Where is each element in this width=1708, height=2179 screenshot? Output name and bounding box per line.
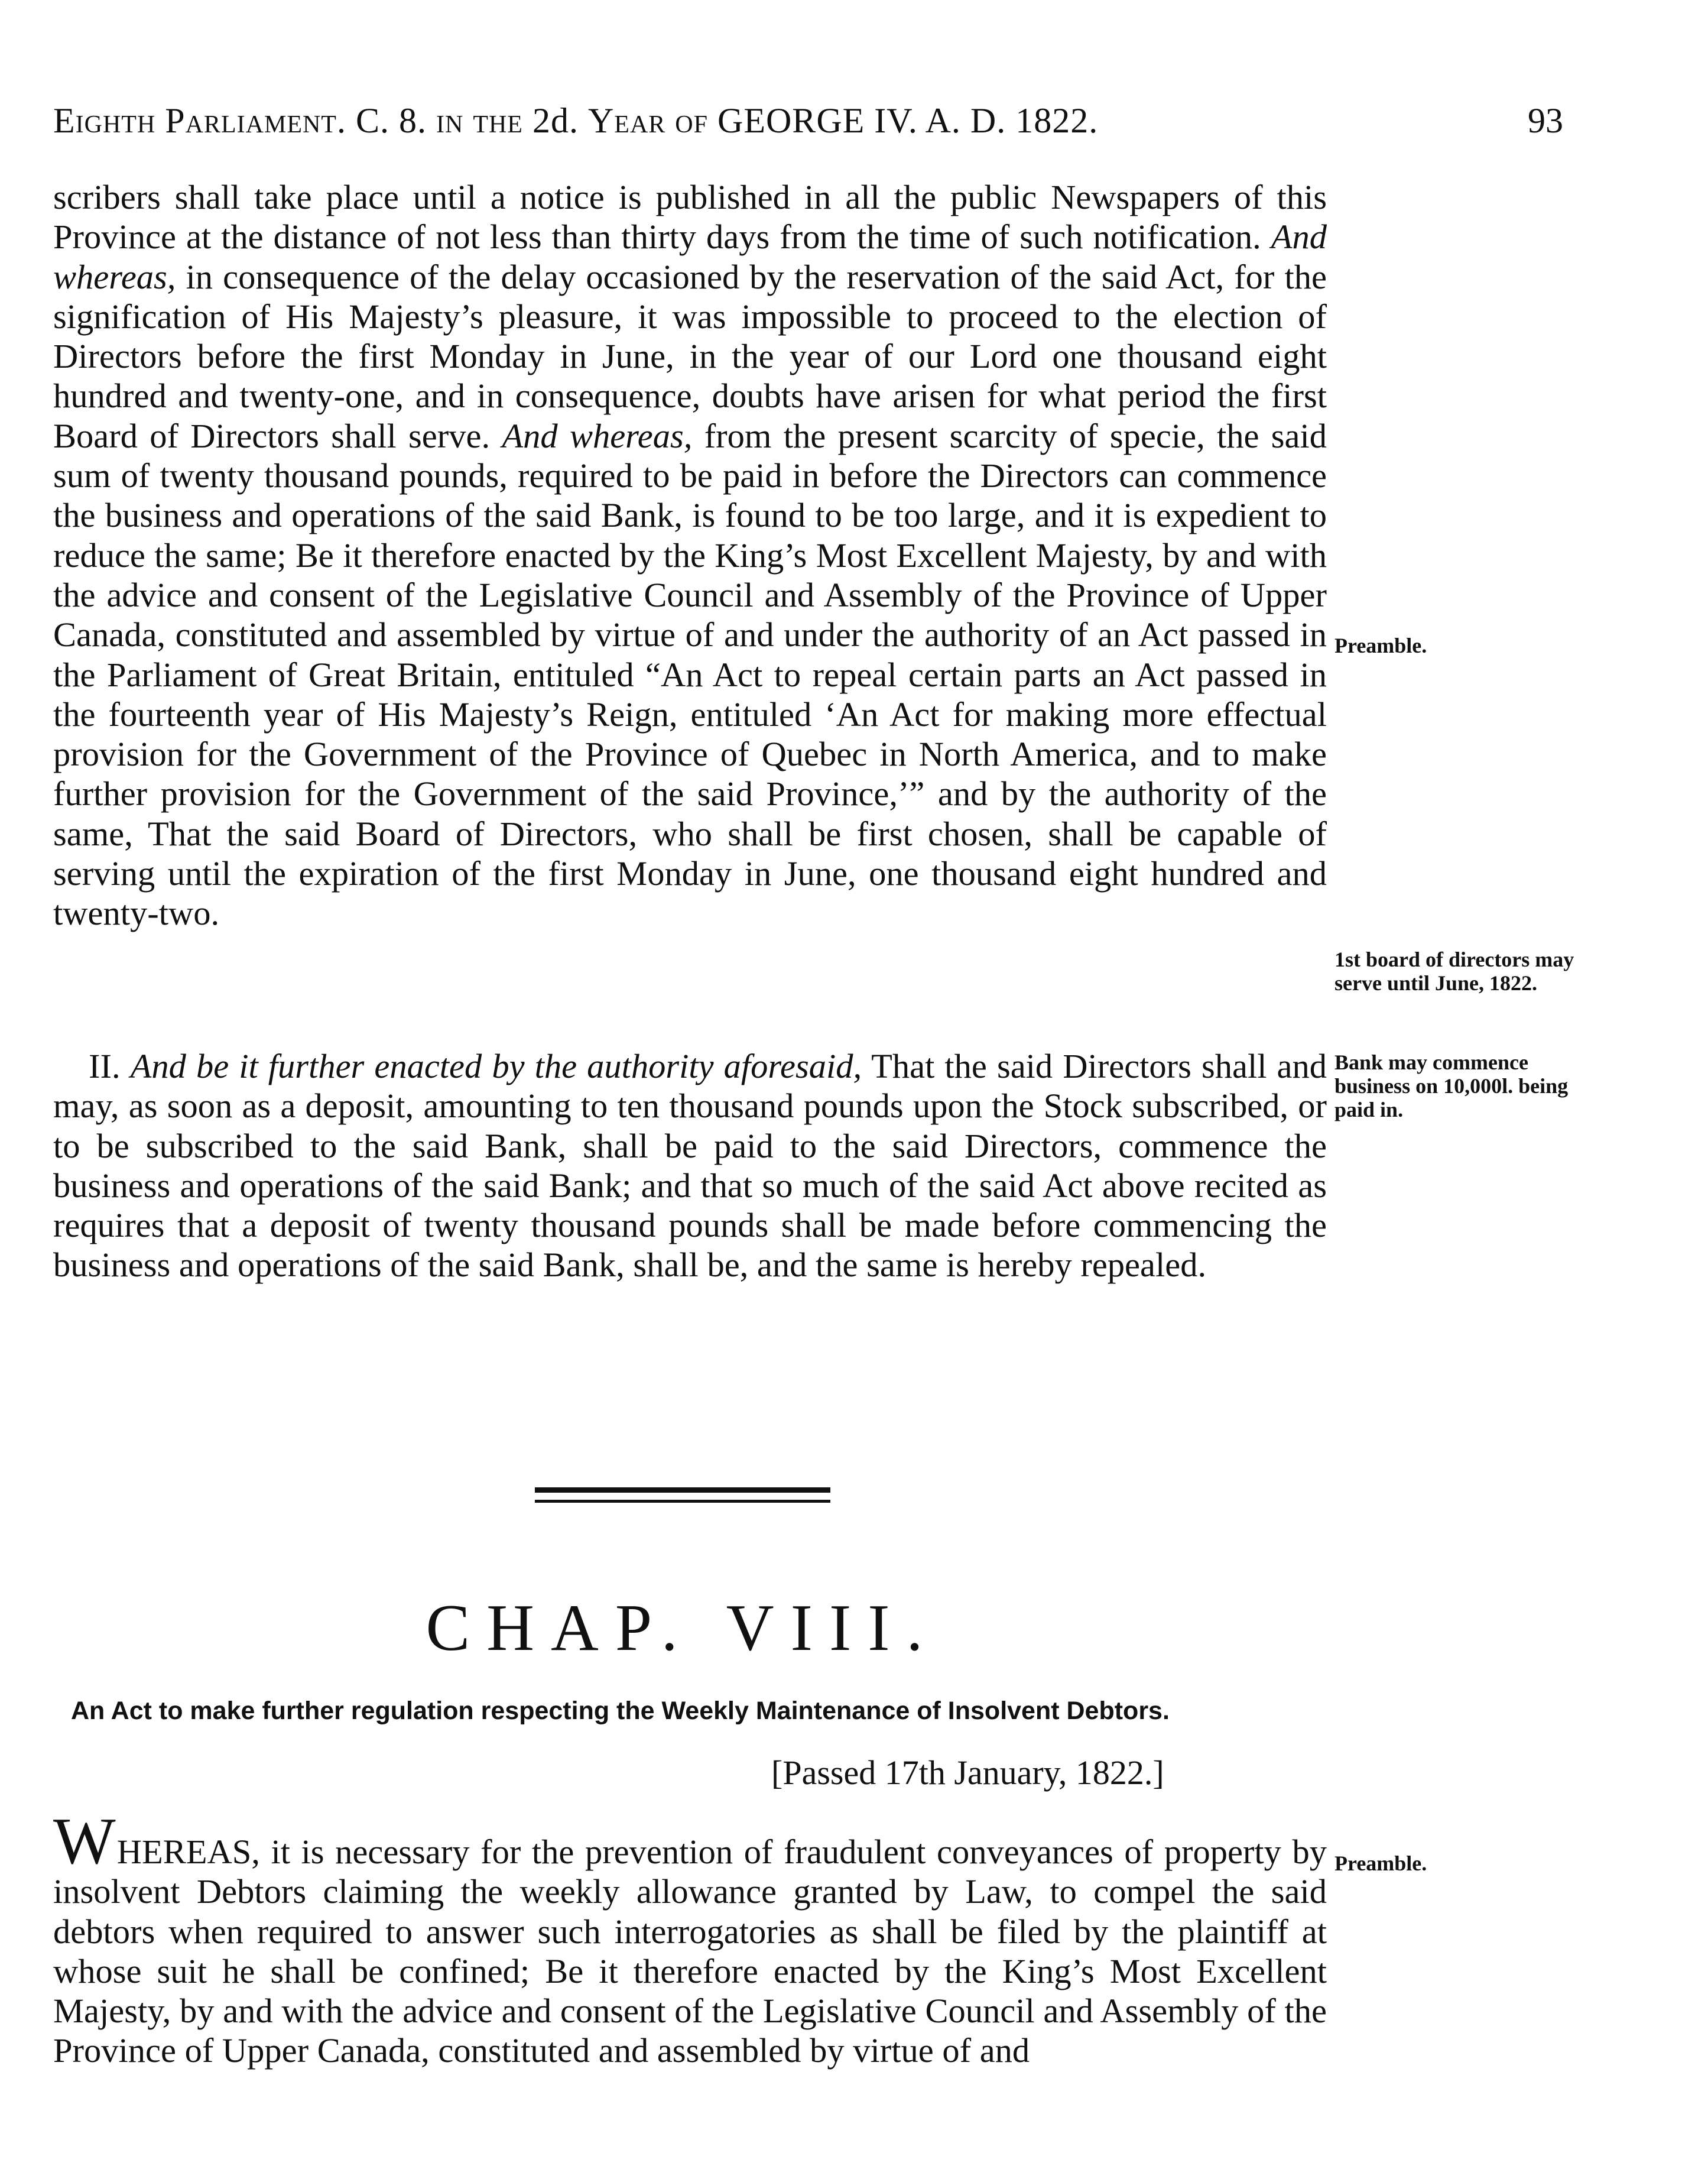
divider-rule-thin bbox=[535, 1500, 830, 1503]
enacting-clause: And be it further enacted by the authority aforesaid, bbox=[130, 1047, 862, 1085]
section-two bbox=[53, 1046, 1327, 1285]
margin-note-preamble-2: Preamble. bbox=[1334, 1851, 1427, 1875]
margin-note-bank-commence: Bank may commence business on 10,000l. being paid in. bbox=[1334, 1050, 1569, 1121]
margin-note-first-board: 1st board of directors may serve until June, 1822. bbox=[1334, 948, 1574, 995]
drop-cap: W bbox=[53, 1805, 116, 1878]
header-year: 2d. bbox=[532, 101, 579, 140]
header-in-the: in the bbox=[436, 101, 523, 140]
paragraph-continuation bbox=[53, 177, 1327, 933]
paragraph-text: scribers shall take place until a notice is published in all the public Newspapers of this Province at the distance of not less than thirty days from the time of such notification. bbox=[53, 178, 1327, 257]
paragraph-text: HEREAS, it is necessary for the prevention of fraudulent conveyances of property by insolvent Debtors claiming the weekly allowance granted by Law, to compel the said debtors when required to answer such interrogatories as shall be filed by the plaintiff at whose suit he shall be confined; Be it therefore enacted by the King’s Most Excellent Majesty, by and with the advice and consent of the Legislative Council and Assembly of the Province of Upper Canada, constituted and assembled by virtue of and bbox=[53, 1833, 1327, 2070]
margin-note-preamble: Preamble. bbox=[1334, 634, 1427, 657]
page-number: 93 bbox=[1528, 101, 1563, 140]
section-number: II. bbox=[89, 1047, 121, 1085]
header-chapter: C. 8. bbox=[355, 101, 427, 140]
header-parliament: Eighth Parliament. bbox=[53, 101, 346, 140]
act-title: An Act to make further regulation respecting the Weekly Maintenance of Insolvent Debtors. bbox=[71, 1697, 1170, 1725]
chapter-heading: CHAP. VIII. bbox=[426, 1591, 940, 1665]
header-ad: A. D. 1822. bbox=[925, 101, 1099, 140]
paragraph-text: from the present scarcity of specie, the said sum of twenty thousand pounds, required to be paid in before the Directors can commence the business and operations of the said Bank, is found to be too large, and it is expedient to reduce the same; Be it therefore enacted by the King’s Most Excellent Majesty, by and with the advice and consent of the Legislative Council and Assembly of the Province of Upper Canada, constituted and assembled by virtue of and under the authority of an Act passed in the Parliament of Great Britain, entituled “An Act to repeal certain parts an Act passed in the fourteenth year of His Majesty’s Reign, entituled ‘An Act for making more effectual provision for the Government of the Province of Quebec in North America, and to make further provision for the Government of the said Province,’” and by the authority of the same, That the said Board of Directors, who shall be first chosen, shall be capable of serving until the expiration of the first Monday in June, one thousand eight hundred and twenty-two. bbox=[53, 416, 1327, 933]
italic-phrase: And whereas, bbox=[53, 218, 1327, 296]
header-king: GEORGE IV. bbox=[717, 101, 918, 140]
running-header bbox=[53, 100, 1566, 141]
preamble-paragraph bbox=[53, 1805, 1327, 2071]
italic-phrase: And whereas, bbox=[502, 416, 693, 455]
header-year-of: Year of bbox=[587, 101, 708, 140]
paragraph-text: That the said Directors shall and may, as soon as a deposit, amounting to ten thousand pounds upon the Stock subscribed, or to be subscribed to the said Bank, shall be paid to the said Directors, commence the business and operations of the said Bank; and that so much of the said Act above recited as requires that a deposit of twenty thousand pounds shall be made before commencing the business and operations of the said Bank, shall be, and the same is hereby repealed. bbox=[53, 1047, 1327, 1285]
divider-rule bbox=[535, 1487, 830, 1493]
paragraph-text: in consequence of the delay occasioned by the reservation of the said Act, for the signification of His Majesty’s pleasure, it was impossible to proceed to the election of Directors before the first Monday in June, in the year of our Lord one thousand eight hundred and twenty-one, and in consequence, doubts have arisen for what period the first Board of Directors shall serve. bbox=[53, 257, 1327, 455]
passed-date: [Passed 17th January, 1822.] bbox=[771, 1753, 1164, 1792]
